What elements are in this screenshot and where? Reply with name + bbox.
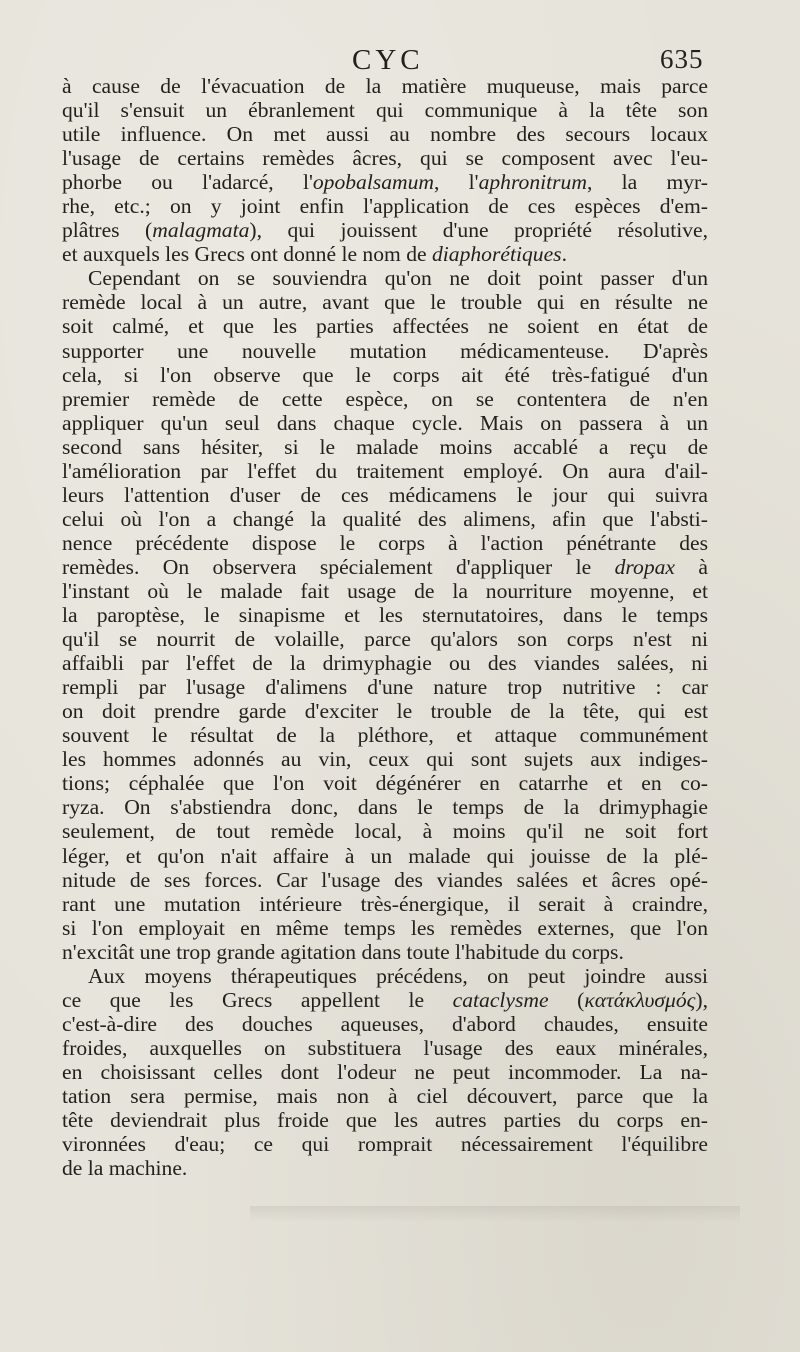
text-line: l'instant où le malade fait usage de la nourriture moyenne, et xyxy=(62,578,708,603)
text-line: remède local à un autre, avant que le trouble qui en résulte ne xyxy=(62,290,708,315)
paragraph-start-line: Cependant on se souviendra qu'on ne doit point passer d'un xyxy=(88,266,708,291)
text-line: qu'il se nourrit de volaille, parce qu'alors son corps n'est ni xyxy=(62,627,708,652)
italic-term: opobalsamum xyxy=(312,170,435,195)
text-line: appliquer qu'un seul dans chaque cycle. Mais on passera à un xyxy=(62,410,708,435)
text-line: rempli par l'usage d'alimens d'une nature trop nutritive : car xyxy=(62,675,708,700)
body-text xyxy=(62,74,708,1180)
text-line: on doit prendre garde d'exciter le trouble de la tête, qui est xyxy=(62,699,708,724)
text-line: nitude de ses forces. Car l'usage des viandes salées et âcres opé- xyxy=(62,867,708,892)
paragraph-end-line: de la machine. xyxy=(62,1156,188,1181)
text-line: en choisissant celles dont l'odeur ne peut incommoder. La na- xyxy=(62,1059,708,1084)
text-line: plâtres (malagmata), qui jouissent d'une propriété résolutive, xyxy=(62,218,708,243)
text-line: leurs l'attention d'user de ces médicamens le jour qui suivra xyxy=(62,482,708,507)
text-line: à cause de l'évacuation de la matière muqueuse, mais parce xyxy=(62,74,708,98)
page-number: 635 xyxy=(660,44,704,74)
text-line: l'amélioration par l'effet du traitement employé. On aura d'ail- xyxy=(62,458,708,483)
paragraph-end-line: et auxquels les Grecs ont donné le nom de diaphorétiques. xyxy=(62,242,567,267)
text-line: supporter une nouvelle mutation médicamenteuse. D'après xyxy=(62,338,708,363)
text-line: affaibli par l'effet de la drimyphagie ou des viandes salées, ni xyxy=(62,651,708,676)
text-line: soit calmé, et que les parties affectées ne soient en état de xyxy=(62,314,708,339)
text-line: rhe, etc.; on y joint enfin l'application de ces espèces d'em- xyxy=(62,194,708,219)
text-line: rant une mutation intérieure très-énergique, il serait à craindre, xyxy=(62,891,708,916)
italic-term: cataclysme xyxy=(452,987,549,1012)
italic-term: malagmata xyxy=(152,218,250,243)
text-line: les hommes adonnés au vin, ceux qui sont sujets aux indiges- xyxy=(62,747,708,772)
text-line: premier remède de cette espèce, on se contentera de n'en xyxy=(62,386,708,411)
text-line: tation sera permise, mais non à ciel découvert, parce que la xyxy=(62,1083,708,1108)
italic-term: dropax xyxy=(614,554,675,579)
text-line: froides, auxquelles on substituera l'usage des eaux minérales, xyxy=(62,1035,708,1060)
text-line: c'est-à-dire des douches aqueuses, d'abord chaudes, ensuite xyxy=(62,1011,708,1036)
text-line: seulement, de tout remède local, à moins qu'il ne soit fort xyxy=(62,819,708,844)
text-line: ce que les Grecs appellent le cataclysme (κατάκλυσμός), xyxy=(62,987,708,1012)
paragraph-end-line: n'excitât une trop grande agitation dans toute l'habitude du corps. xyxy=(62,939,624,964)
bleed-through-shadow xyxy=(250,1206,740,1222)
text-line: la paroptèse, le sinapisme et les sternutatoires, dans le temps xyxy=(62,603,708,628)
text-line: tête deviendrait plus froide que les autres parties du corps en- xyxy=(62,1108,708,1133)
text-line: cela, si l'on observe que le corps ait été très-fatigué d'un xyxy=(62,362,708,387)
text-line: celui où l'on a changé la qualité des alimens, afin que l'absti- xyxy=(62,506,708,531)
running-title: CYC xyxy=(352,44,424,76)
text-line: si l'on employait en même temps les remèdes externes, que l'on xyxy=(62,915,708,940)
text-line: souvent le résultat de la pléthore, et attaque communément xyxy=(62,723,708,748)
text-line: tions; céphalée que l'on voit dégénérer en catarrhe et en co- xyxy=(62,771,708,796)
text-line: nence précédente dispose le corps à l'action pénétrante des xyxy=(62,530,708,555)
italic-term: κατάκλυσμός xyxy=(584,987,696,1012)
paragraph-start-line: Aux moyens thérapeutiques précédens, on peut joindre aussi xyxy=(88,963,708,988)
text-line: vironnées d'eau; ce qui romprait nécessairement l'équilibre xyxy=(62,1132,708,1157)
italic-term: diaphorétiques xyxy=(432,242,562,267)
text-line: second sans hésiter, si le malade moins accablé a reçu de xyxy=(62,434,708,459)
text-line: phorbe ou l'adarcé, l'opobalsamum, l'aphronitrum, la myr- xyxy=(62,170,708,195)
text-line: qu'il s'ensuit un ébranlement qui communique à la tête son xyxy=(62,98,708,123)
text-line: léger, et qu'on n'ait affaire à un malade qui jouisse de la plé- xyxy=(62,843,708,868)
text-line: ryza. On s'abstiendra donc, dans le temps de la drimyphagie xyxy=(62,795,708,820)
italic-term: aphronitrum xyxy=(478,170,587,195)
text-line: l'usage de certains remèdes âcres, qui se composent avec l'eu- xyxy=(62,146,708,171)
text-line: utile influence. On met aussi au nombre des secours locaux xyxy=(62,122,708,147)
text-line: remèdes. On observera spécialement d'appliquer le dropax à xyxy=(62,554,708,579)
